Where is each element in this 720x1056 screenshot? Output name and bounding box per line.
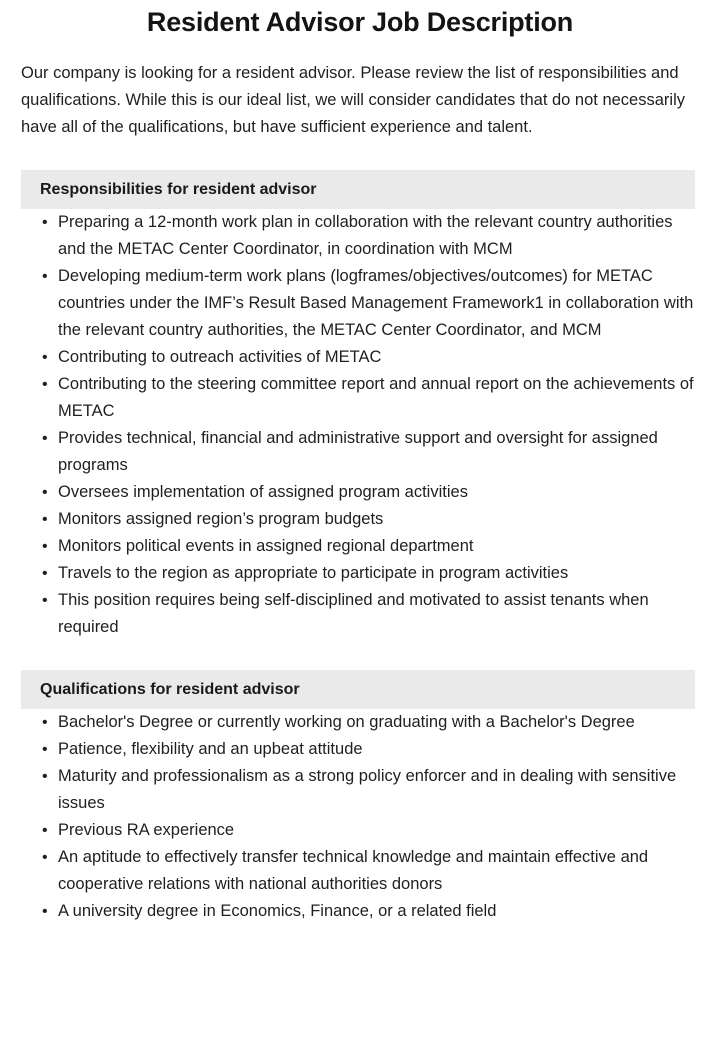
page-title: Resident Advisor Job Description [146,7,574,37]
list-item: • Monitors assigned region’s program budgets [0,506,720,533]
intro-paragraph: Our company is looking for a resident advisor. Please review the list of responsibilities and qualifications. While this is our ideal list, we will consider candidates that do not necessarily have all of the qualifications, but have sufficient experience and talent. [21,64,685,136]
list-item: • Developing medium-term work plans (logframes/objectives/outcomes) for METAC countries under the IMF’s Result Based Management Framework1 in collaboration with the relevant country authorities, the METAC Center Coordinator, and MCM [0,263,720,344]
list-item: • Provides technical, financial and administrative support and oversight for assigned programs [0,425,720,479]
qualifications-list [0,709,720,925]
responsibilities-list [0,209,720,641]
list-item: • This position requires being self-disciplined and motivated to assist tenants when required [0,587,720,641]
list-item: • Patience, flexibility and an upbeat attitude [0,736,720,763]
section-header-responsibilities [21,170,695,209]
list-item: • Maturity and professionalism as a strong policy enforcer and in dealing with sensitive issues [0,763,720,817]
list-item: • Bachelor's Degree or currently working on graduating with a Bachelor's Degree [0,709,720,736]
section-header-qualifications-label: Qualifications for resident advisor [40,680,300,698]
list-item: • Oversees implementation of assigned program activities [0,479,720,506]
list-item: • An aptitude to effectively transfer technical knowledge and maintain effective and cooperative relations with national authorities donors [0,844,720,898]
list-item: • Contributing to outreach activities of METAC [0,344,720,371]
list-item: • Preparing a 12-month work plan in collaboration with the relevant country authorities and the METAC Center Coordinator, in coordination with MCM [0,209,720,263]
section-header-responsibilities-label: Responsibilities for resident advisor [40,180,317,198]
list-item: • A university degree in Economics, Finance, or a related field [0,898,720,925]
list-item: • Monitors political events in assigned regional department [0,533,720,560]
list-item: • Contributing to the steering committee report and annual report on the achievements of METAC [0,371,720,425]
section-header-qualifications [21,670,695,709]
list-item: • Previous RA experience [0,817,720,844]
list-item: • Travels to the region as appropriate to participate in program activities [0,560,720,587]
